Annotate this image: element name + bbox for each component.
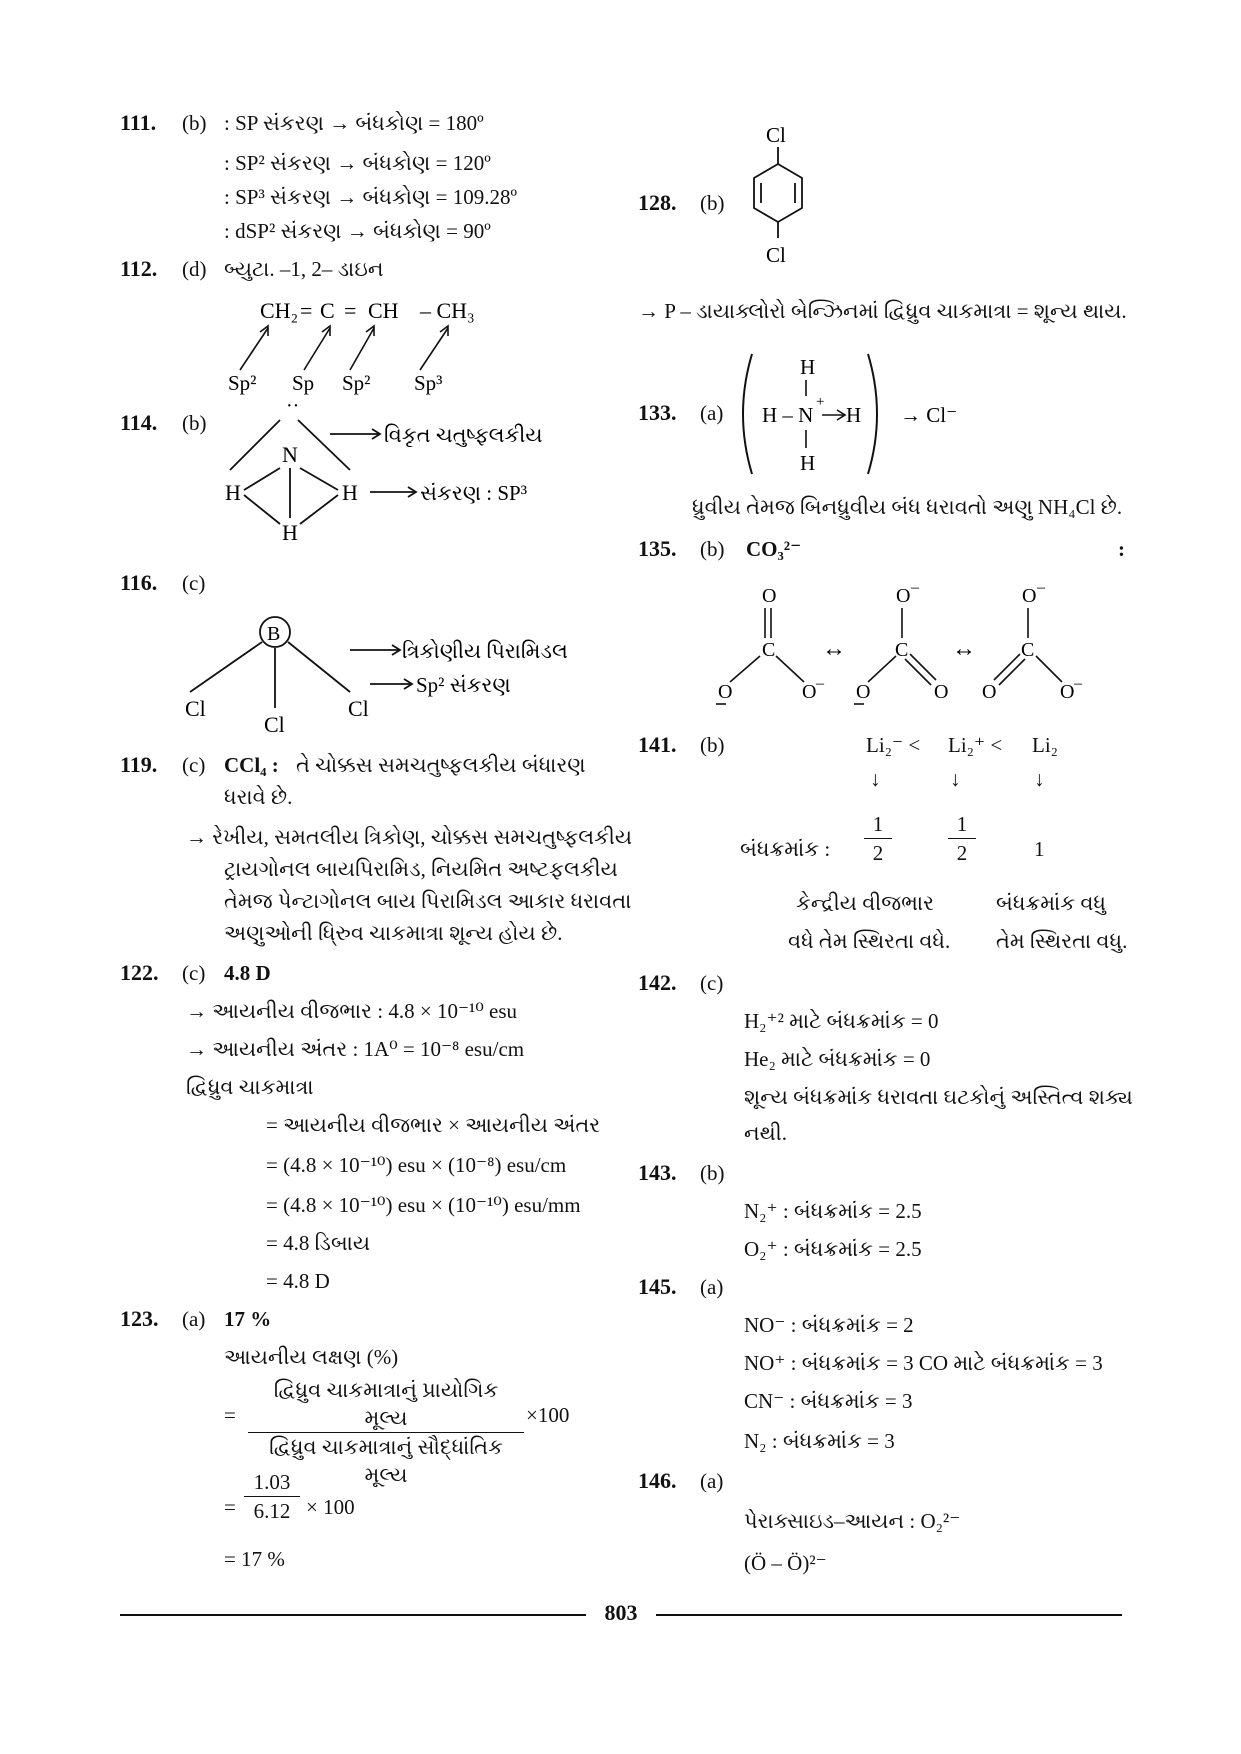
answer-line: = (4.8 × 10⁻¹⁰) esu × (10⁻¹⁰) esu/mm — [266, 1193, 581, 1217]
question-number: 111. — [120, 110, 157, 135]
hybridization-label: Sp² સંકરણ — [416, 673, 511, 697]
note-line: તેમ સ્થિરતા વધુ. — [996, 929, 1128, 953]
formula-part: CH₂ — [260, 298, 299, 323]
answer-option: (a) — [700, 1469, 724, 1493]
answer-option: (d) — [182, 257, 207, 281]
atom-label: O — [718, 681, 733, 703]
atom-label: O — [982, 681, 997, 703]
answer-heading: 17 % — [224, 1307, 272, 1331]
atom-label: H – N — [762, 403, 814, 427]
question-number: 112. — [120, 256, 158, 281]
multiplier: × 100 — [306, 1495, 355, 1519]
atom-label: C — [895, 639, 909, 661]
footer-rule-right — [656, 1614, 1122, 1616]
atom-label: H — [800, 355, 816, 379]
answer-line: નથી. — [744, 1121, 788, 1145]
answer-line: = 17 % — [224, 1547, 285, 1571]
fraction-denominator: દ્વિધ્રુવ ચાકમાત્રાનું સૌદ્ધાંતિક મૂલ્ય — [269, 1435, 503, 1487]
answer-heading: CCl₄ : — [224, 753, 279, 777]
atom-label: O — [802, 681, 817, 703]
atom-label: H — [800, 451, 816, 475]
answer-option: (b) — [700, 733, 725, 757]
atom-label: C — [1021, 639, 1035, 661]
atom-label: O — [762, 585, 777, 607]
atom-label: Cl — [348, 696, 369, 721]
answer-line: તેમજ પેન્ટાગોનલ બાય પિરામિડલ આકાર ધરાવતા — [224, 889, 632, 913]
answer-line: NO⁻ : બંધક્રમાંક = 2 — [744, 1313, 914, 1337]
formula-part: CH — [368, 298, 399, 323]
answer-line: પેરાક્સાઇડ–આયન : O₂²⁻ — [744, 1509, 961, 1533]
question-number: 128. — [638, 190, 677, 215]
species-label: Li₂⁺ < — [948, 733, 1003, 757]
atom-label: O — [1022, 585, 1037, 607]
answer-line: = (4.8 × 10⁻¹⁰) esu × (10⁻⁸) esu/cm — [266, 1153, 567, 1177]
answer-line: He₂ માટે બંધક્રમાંક = 0 — [744, 1047, 931, 1071]
butadiene-structure — [220, 290, 520, 400]
shape-label: વિકૃત ચતુષ્ફલકીય — [384, 423, 543, 447]
formula-part: = — [300, 298, 313, 323]
fraction-denominator: 2 — [956, 841, 968, 865]
atom-label: B — [267, 623, 281, 645]
answer-option: (c) — [182, 961, 206, 985]
fraction-numerator: 1 — [864, 810, 892, 839]
answer-line: → આયનીય અંતર : 1A⁰ = 10⁻⁸ esu/cm — [186, 1037, 525, 1061]
answer-line: : SP³ સંકરણ → બંધકોણ = 109.28º — [224, 185, 517, 209]
atom-label: C — [762, 639, 776, 661]
note-line: બંધક્રમાંક વધુ — [996, 891, 1107, 915]
answer-line: O₂⁺ : બંધક્રમાંક = 2.5 — [744, 1237, 922, 1261]
ammonium-structure — [740, 350, 970, 480]
answer-line: → રેખીય, સમતલીય ત્રિકોણ, ચોક્કસ સમચતુષ્ફલકીય — [186, 825, 633, 849]
answer-option: (b) — [700, 191, 725, 215]
answer-line: દ્વિધ્રુવ ચાકમાત્રા — [186, 1075, 314, 1099]
answer-option: (c) — [182, 753, 206, 777]
page-number: 803 — [604, 1600, 638, 1625]
answer-option: (a) — [700, 401, 724, 425]
answer-line: CN⁻ : બંધક્રમાંક = 3 — [744, 1389, 913, 1413]
question-number: 142. — [638, 970, 677, 995]
answer-option: (b) — [700, 1161, 725, 1185]
answer-option: (b) — [182, 411, 207, 435]
fraction-denominator: 2 — [872, 841, 884, 865]
answer-option: (a) — [182, 1307, 206, 1331]
svg-text:–: – — [911, 579, 919, 596]
answer-line: : dSP² સંકરણ → બંધકોણ = 90º — [224, 219, 491, 243]
hybridization-label: Sp — [292, 371, 315, 395]
answer-line: NO⁺ : બંધક્રમાંક = 3 CO માટે બંધક્રમાંક = 3 — [744, 1351, 1103, 1375]
formula-part: – CH₃ — [420, 298, 475, 323]
fraction — [948, 810, 976, 867]
answer-option: (b) — [182, 111, 207, 135]
colon: : — [1118, 537, 1125, 561]
equals-sign: = — [224, 1495, 236, 1519]
fraction-numerator: 1.03 — [244, 1468, 300, 1497]
atom-label: O — [1060, 681, 1075, 703]
atom-label: N — [282, 442, 298, 467]
question-number: 146. — [638, 1468, 677, 1493]
atom-label: H — [846, 403, 862, 427]
bond-order-value: 1 — [1034, 837, 1045, 861]
question-number: 114. — [120, 410, 158, 435]
answer-option: (a) — [700, 1275, 724, 1299]
atom-label: O — [896, 585, 911, 607]
note-line: વધે તેમ સ્થિરતા વધે. — [788, 929, 951, 953]
dichlorobenzene-structure — [740, 122, 820, 272]
down-arrow: ↓ — [1034, 767, 1045, 791]
answer-line: બ્યુટા. –1, 2– ડાઇન — [224, 257, 384, 281]
atom-label: H — [225, 480, 241, 505]
shape-label: ત્રિકોણીય પિરામિડલ — [402, 639, 568, 663]
question-number: 123. — [120, 1306, 159, 1331]
hybridization-label: Sp³ — [414, 371, 443, 395]
atom-label: H — [342, 480, 358, 505]
atom-label: Cl — [264, 712, 285, 737]
answer-option: (c) — [700, 971, 724, 995]
charge-label: + — [816, 394, 825, 410]
fraction-denominator: 6.12 — [253, 1499, 291, 1523]
answer-line: તે ચોક્કસ સમચતુષ્ફલકીય બંધારણ — [296, 753, 586, 777]
question-number: 145. — [638, 1274, 677, 1299]
answer-line: : SP સંકરણ → બંધકોણ = 180º — [224, 111, 484, 135]
atom-label: H — [282, 520, 298, 545]
svg-text:–: – — [1074, 675, 1082, 692]
question-number: 116. — [120, 570, 158, 595]
answer-line: શૂન્ય બંધક્રમાંક ધરાવતા ઘટકોનું અસ્તિત્વ શક્ય — [744, 1085, 1133, 1109]
answer-line: = 4.8 ડિબાય — [266, 1231, 371, 1255]
svg-text:··: ·· — [286, 395, 300, 417]
equals-sign: = — [224, 1403, 236, 1427]
svg-text:–: – — [816, 675, 824, 692]
question-number: 135. — [638, 536, 677, 561]
peroxide-structure: (Ö – Ö)²⁻ — [744, 1551, 827, 1575]
answer-heading: 4.8 D — [224, 961, 271, 985]
species-label: Li₂⁻ < — [866, 733, 921, 757]
species-label: Li₂ — [1032, 733, 1058, 757]
answer-option: (b) — [700, 537, 725, 561]
answer-line: અણુઓની ધિ્રુવ ચાકમાત્રા શૂન્ય હોય છે. — [224, 921, 563, 945]
question-number: 143. — [638, 1160, 677, 1185]
answer-heading: CO₃²⁻ — [746, 537, 802, 561]
answer-line: N₂⁺ : બંધક્રમાંક = 2.5 — [744, 1199, 922, 1223]
hybridization-label: સંકરણ : SP³ — [420, 481, 527, 505]
answer-line: = આયનીય વીજભાર × આયનીય અંતર — [266, 1113, 601, 1137]
question-number: 119. — [120, 752, 158, 777]
down-arrow: ↓ — [870, 767, 881, 791]
answer-line: → P – ડાયાક્લોરો બેન્ઝિનમાં દ્વિધ્રુવ ચાકમાત્રા = શૂન્ય થાય. — [638, 299, 1127, 323]
atom-label: O — [934, 681, 949, 703]
question-number: 133. — [638, 400, 677, 425]
note-line: કેન્દ્રીય વીજભાર — [796, 891, 934, 915]
resonance-arrow: ↔ — [952, 636, 976, 662]
answer-line: = 4.8 D — [266, 1269, 330, 1293]
resonance-arrow: ↔ — [822, 636, 846, 662]
multiplier: ×100 — [526, 1403, 570, 1427]
fraction-numerator: 1 — [948, 810, 976, 839]
formula-part: C — [320, 298, 335, 323]
bcl3-structure — [180, 610, 600, 740]
answer-line: આયનીય લક્ષણ (%) — [224, 1345, 399, 1369]
down-arrow: ↓ — [950, 767, 961, 791]
answer-line: ટ્રાયગોનલ બાયપિરામિડ, નિયમિત અષ્ટફલકીય — [224, 857, 618, 881]
hybridization-label: Sp² — [228, 371, 257, 395]
atom-label: O — [856, 681, 871, 703]
footer-rule-left — [120, 1614, 586, 1616]
question-number: 141. — [638, 732, 677, 757]
atom-label: Cl — [766, 243, 786, 267]
formula-part: = — [344, 298, 357, 323]
fraction — [244, 1468, 300, 1525]
answer-option: (c) — [182, 571, 206, 595]
fraction — [864, 810, 892, 867]
fraction-numerator: દ્વિધ્રુવ ચાકમાત્રાનું પ્રાયોગિક મૂલ્ય — [248, 1376, 524, 1433]
atom-label: Cl — [185, 696, 206, 721]
answer-line: N₂ : બંધક્રમાંક = 3 — [744, 1429, 895, 1453]
counter-ion: → Cl⁻ — [900, 403, 958, 427]
ammonia-structure — [220, 395, 580, 550]
answer-line: ધરાવે છે. — [224, 785, 293, 809]
bond-order-label: બંધક્રમાંક : — [740, 837, 831, 861]
answer-line: → આયનીય વીજભાર : 4.8 × 10⁻¹⁰ esu — [186, 999, 517, 1023]
answer-line: H₂⁺² માટે બંધક્રમાંક = 0 — [744, 1009, 939, 1033]
answer-line: : SP² સંકરણ → બંધકોણ = 120º — [224, 151, 491, 175]
carbonate-resonance — [690, 580, 1110, 710]
answer-line: ધ્રુવીય તેમજ બિનધ્રુવીય બંધ ધરાવતો અણુ NH₄Cl છે. — [692, 495, 1123, 519]
hybridization-label: Sp² — [342, 371, 371, 395]
svg-text:–: – — [1037, 579, 1045, 596]
atom-label: Cl — [766, 123, 786, 147]
question-number: 122. — [120, 960, 159, 985]
